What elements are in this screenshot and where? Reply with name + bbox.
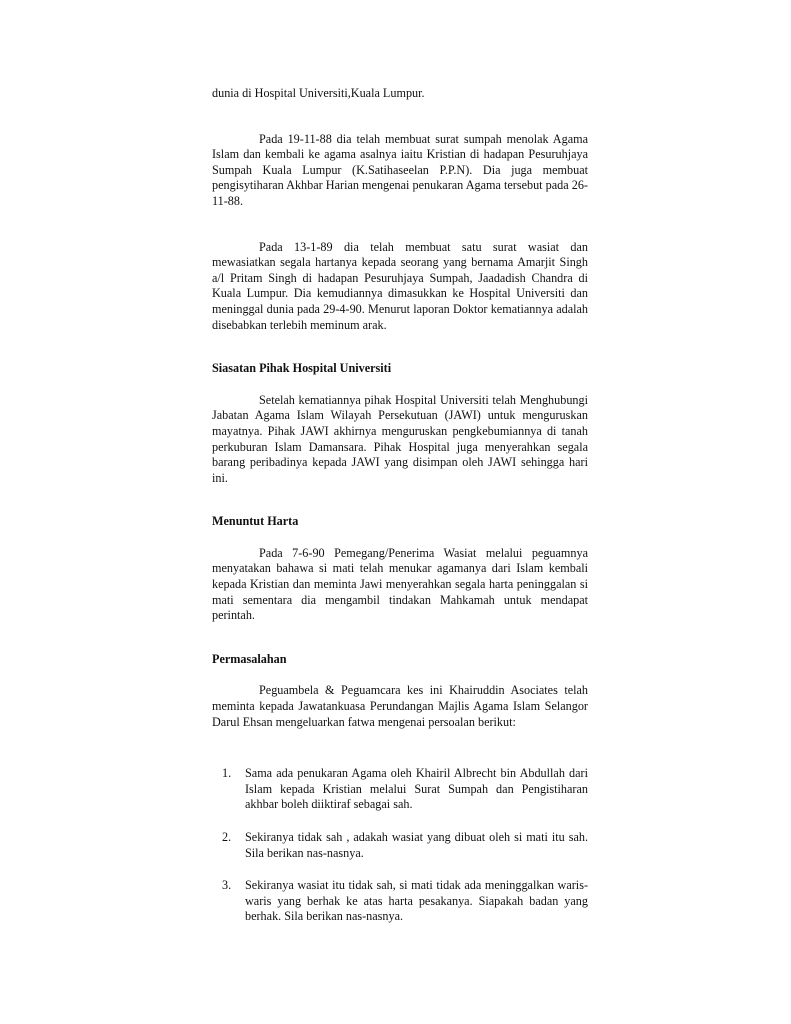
list-item-text: Sekiranya tidak sah , adakah wasiat yang dibuat oleh si mati itu sah. Sila berikan nas-nasnya.: [245, 830, 588, 860]
list-item: [212, 766, 588, 813]
list-item-text: Sama ada penukaran Agama oleh Khairil Albrecht bin Abdullah dari Islam kepada Kristian melalui Surat Sumpah dan Pengistiharan akhbar boleh diiktiraf sebagai sah.: [245, 766, 588, 812]
list-item-number: 1.: [222, 766, 232, 781]
paragraph-1: Pada 19-11-88 dia telah membuat surat sumpah menolak Agama Islam dan kembali ke agama asalnya iaitu Kristian di hadapan Pesuruhjaya Sumpah Kuala Lumpur (K.Satihaseelan P.P.N). Dia juga membuat pengisytiharan Akhbar Harian mengenai penukaran Agama tersebut pada 26-11-88.: [212, 131, 588, 208]
list-item-text: Sekiranya wasiat itu tidak sah, si mati tidak ada meninggalkan waris-waris yang berhak ke atas harta pesakanya. Siapakah badan yang berhak. Sila berikan nas-nasnya.: [245, 878, 588, 924]
paragraph-5: Peguambela & Peguamcara kes ini Khairuddin Asociates telah meminta kepada Jawatankuasa Perundangan Majlis Agama Islam Selangor Darul Ehsan mengeluarkan fatwa mengenai persoalan berikut:: [212, 683, 588, 729]
paragraph-0: dunia di Hospital Universiti,Kuala Lumpur.: [212, 86, 425, 100]
section-heading-siasatan: Siasatan Pihak Hospital Universiti: [212, 361, 392, 376]
list-item: [212, 830, 588, 861]
paragraph-2: Pada 13-1-89 dia telah membuat satu surat wasiat dan mewasiatkan segala hartanya kepada seorang yang bernama Amarjit Singh a/l Pritam Singh di hadapan Pesuruhjaya Sumpah, Jaadadish Chandra di Kuala Lumpur. Dia kemudiannya dimasukkan ke Hospital Universiti dan meninggal dunia pada 29-4-90. Menurut laporan Doktor kematiannya adalah disebabkan terlebih meminum arak.: [212, 239, 588, 332]
list-item-number: 3.: [222, 878, 232, 893]
section-heading-menuntut-harta: Menuntut Harta: [212, 514, 299, 529]
section-heading-permasalahan: Permasalahan: [212, 651, 287, 666]
list-item-number: 2.: [222, 830, 232, 844]
question-list: [212, 766, 588, 925]
paragraph-3: Setelah kematiannya pihak Hospital Universiti telah Menghubungi Jabatan Agama Islam Wilayah Persekutuan (JAWI) untuk menguruskan mayatnya. Pihak JAWI akhirnya menguruskan pengkebumiannya di tanah perkuburan Islam Damansara. Pihak Hospital juga menyerahkan segala barang peribadinya kepada JAWI yang disimpan oleh JAWI sehingga hari ini.: [212, 392, 588, 485]
list-item: [212, 878, 588, 925]
paragraph-4: Pada 7-6-90 Pemegang/Penerima Wasiat melalui peguamnya menyatakan bahawa si mati telah menukar agamanya dari Islam kembali kepada Kristian dan meminta Jawi menyerahkan segala harta peninggalan si mati sementara dia mengambil tindakan Mahkamah untuk mendapat perintah.: [212, 545, 588, 623]
document-page: [212, 86, 588, 925]
